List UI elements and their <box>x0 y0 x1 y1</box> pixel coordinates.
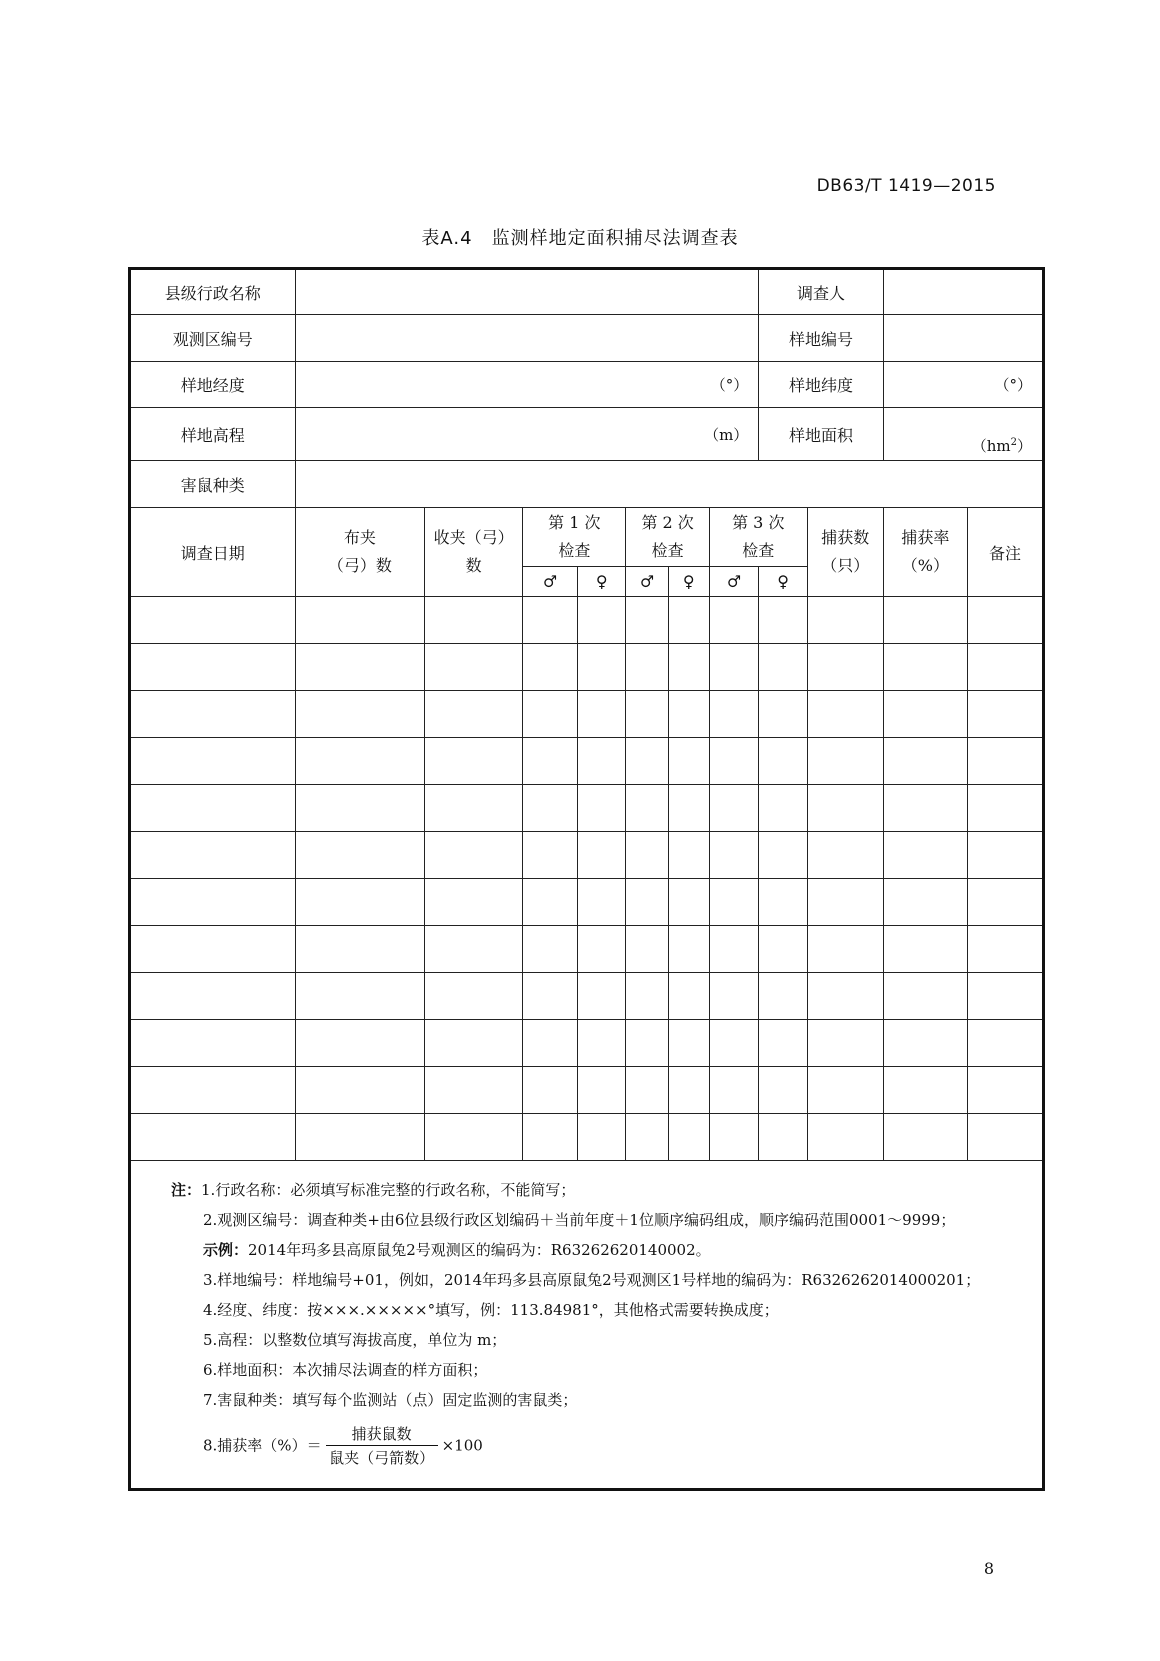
field-area[interactable] <box>883 408 1043 461</box>
note-5: 5.高程：以整数位填写海拔高度，单位为 m； <box>203 1331 507 1349</box>
table-cell[interactable] <box>668 926 709 973</box>
table-cell[interactable] <box>668 973 709 1020</box>
table-cell[interactable] <box>668 1114 709 1161</box>
note-8-formula: 8.捕获率（%）＝ $\frac{\text{捕获鼠数}}{\text{鼠夹（弓箭数）}}$ ×100 <box>171 1423 1042 1470</box>
table-cell[interactable] <box>709 926 759 973</box>
male-icon: ♂ <box>523 567 578 597</box>
table-cell[interactable] <box>807 644 883 691</box>
notes-row <box>130 1161 1044 1490</box>
table-cell[interactable] <box>807 691 883 738</box>
table-cell[interactable] <box>425 644 523 691</box>
col-check-1: 第 1 次 检查 <box>523 508 626 567</box>
table-cell[interactable] <box>759 597 807 644</box>
table-cell[interactable] <box>968 785 1044 832</box>
field-elevation[interactable] <box>295 408 759 461</box>
table-cell[interactable] <box>295 879 425 926</box>
table-cell[interactable] <box>295 738 425 785</box>
survey-table <box>128 267 1045 1491</box>
info-row <box>130 362 1044 408</box>
table-cell[interactable] <box>883 785 967 832</box>
table-cell[interactable] <box>523 691 578 738</box>
table-cell[interactable] <box>968 1114 1044 1161</box>
table-cell[interactable] <box>709 1114 759 1161</box>
col-catch-count: 捕获数 （只） <box>807 508 883 597</box>
table-cell[interactable] <box>668 832 709 879</box>
note-3: 3.样地编号：样地编号+01，例如，2014年玛多县高原鼠兔2号观测区1号样地的编码为：R6326262014000201； <box>203 1271 981 1289</box>
table-cell[interactable] <box>759 644 807 691</box>
table-cell[interactable] <box>425 832 523 879</box>
table-cell[interactable] <box>295 1114 425 1161</box>
table-cell[interactable] <box>578 973 626 1020</box>
table-cell[interactable] <box>130 738 296 785</box>
table-cell[interactable] <box>523 1114 578 1161</box>
table-cell[interactable] <box>425 879 523 926</box>
table-cell[interactable] <box>709 1067 759 1114</box>
table-cell[interactable] <box>130 597 296 644</box>
table-cell[interactable] <box>425 691 523 738</box>
female-icon: ♀ <box>668 567 709 597</box>
note-example: 示例：2014年玛多县高原鼠兔2号观测区的编码为：R63262620140002。 <box>203 1241 711 1259</box>
table-cell[interactable] <box>523 1020 578 1067</box>
degree-unit: （°） <box>994 376 1032 394</box>
table-cell[interactable] <box>523 738 578 785</box>
field-plot-no[interactable] <box>883 315 1043 362</box>
table-cell[interactable] <box>523 1067 578 1114</box>
table-cell[interactable] <box>523 879 578 926</box>
table-cell[interactable] <box>295 1020 425 1067</box>
note-6: 6.样地面积：本次捕尽法调查的样方面积； <box>203 1361 488 1379</box>
table-cell[interactable] <box>968 644 1044 691</box>
table-cell[interactable] <box>626 785 668 832</box>
table-cell[interactable] <box>578 785 626 832</box>
table-cell[interactable] <box>883 1114 967 1161</box>
male-icon: ♂ <box>709 567 759 597</box>
label-county: 县级行政名称 <box>130 269 296 315</box>
table-cell[interactable] <box>709 1020 759 1067</box>
col-check-2: 第 2 次 检查 <box>626 508 709 567</box>
table-cell[interactable] <box>295 785 425 832</box>
col-catch-rate: 捕获率 （%） <box>883 508 967 597</box>
table-cell[interactable] <box>578 1114 626 1161</box>
info-row <box>130 269 1044 315</box>
table-cell[interactable] <box>668 691 709 738</box>
table-cell[interactable] <box>883 691 967 738</box>
label-elevation: 样地高程 <box>130 408 296 461</box>
table-cell[interactable] <box>578 738 626 785</box>
table-cell[interactable] <box>578 926 626 973</box>
table-cell[interactable] <box>759 973 807 1020</box>
table-cell[interactable] <box>578 832 626 879</box>
table-cell[interactable] <box>626 973 668 1020</box>
table-cell[interactable] <box>807 597 883 644</box>
meter-unit: （m） <box>704 425 749 444</box>
field-longitude[interactable] <box>295 362 759 408</box>
col-remarks: 备注 <box>968 508 1044 597</box>
table-cell[interactable] <box>668 597 709 644</box>
table-cell[interactable] <box>626 879 668 926</box>
table-cell[interactable] <box>425 1020 523 1067</box>
table-cell[interactable] <box>523 832 578 879</box>
table-cell[interactable] <box>626 691 668 738</box>
table-cell[interactable] <box>578 879 626 926</box>
female-icon: ♀ <box>578 567 626 597</box>
header-row <box>130 508 1044 567</box>
table-cell[interactable] <box>295 973 425 1020</box>
table-cell[interactable] <box>668 644 709 691</box>
table-cell[interactable] <box>425 926 523 973</box>
table-cell[interactable] <box>759 785 807 832</box>
table-cell[interactable] <box>709 785 759 832</box>
table-cell[interactable] <box>709 738 759 785</box>
note-1: 注：1.行政名称：必须填写标准完整的行政名称，不能简写； <box>171 1181 576 1199</box>
hm-unit: $(hm^2)$ <box>971 437 1032 455</box>
label-plot-no: 样地编号 <box>759 315 883 362</box>
table-cell[interactable] <box>425 738 523 785</box>
table-cell[interactable] <box>807 738 883 785</box>
table-cell[interactable] <box>130 832 296 879</box>
table-row <box>130 785 1044 832</box>
table-cell[interactable] <box>883 879 967 926</box>
table-row <box>130 926 1044 973</box>
field-species[interactable] <box>295 461 1044 508</box>
table-cell[interactable] <box>130 644 296 691</box>
table-cell[interactable] <box>668 785 709 832</box>
table-row <box>130 832 1044 879</box>
table-row <box>130 1020 1044 1067</box>
label-investigator: 调查人 <box>759 269 883 315</box>
male-icon: ♂ <box>626 567 668 597</box>
table-cell[interactable] <box>523 785 578 832</box>
table-cell[interactable] <box>709 691 759 738</box>
table-row <box>130 738 1044 785</box>
field-county[interactable] <box>295 269 759 315</box>
table-cell[interactable] <box>130 879 296 926</box>
table-cell[interactable] <box>295 832 425 879</box>
table-cell[interactable] <box>968 832 1044 879</box>
table-cell[interactable] <box>626 1114 668 1161</box>
table-title: 表A.4 监测样地定面积捕尽法调查表 <box>421 228 739 249</box>
table-cell[interactable] <box>807 1114 883 1161</box>
table-cell[interactable] <box>759 691 807 738</box>
table-cell[interactable] <box>578 691 626 738</box>
table-cell[interactable] <box>709 879 759 926</box>
table-cell[interactable] <box>130 785 296 832</box>
table-cell[interactable] <box>968 691 1044 738</box>
table-cell[interactable] <box>425 1114 523 1161</box>
table-cell[interactable] <box>425 1067 523 1114</box>
standard-code: DB63/T 1419—2015 <box>816 176 996 196</box>
table-row <box>130 597 1044 644</box>
table-cell[interactable] <box>968 879 1044 926</box>
table-cell[interactable] <box>883 832 967 879</box>
label-latitude: 样地纬度 <box>759 362 883 408</box>
table-cell[interactable] <box>668 879 709 926</box>
note-4: 4.经度、纬度：按×××.×××××°填写，例：113.84981°，其他格式需要转换成度； <box>203 1301 779 1319</box>
table-cell[interactable] <box>709 644 759 691</box>
info-row <box>130 408 1044 461</box>
field-investigator[interactable] <box>883 269 1043 315</box>
table-cell[interactable] <box>807 926 883 973</box>
table-cell[interactable] <box>523 973 578 1020</box>
table-cell[interactable] <box>709 973 759 1020</box>
label-monitor-area: 观测区编号 <box>130 315 296 362</box>
data-rows <box>130 597 1044 1161</box>
field-monitor-area[interactable] <box>295 315 759 362</box>
table-cell[interactable] <box>807 1020 883 1067</box>
table-cell[interactable] <box>130 1067 296 1114</box>
formula-fraction: $\frac{\text{捕获鼠数}}{\text{鼠夹（弓箭数）}}$ <box>326 1423 438 1470</box>
female-icon: ♀ <box>759 567 807 597</box>
table-cell[interactable] <box>709 597 759 644</box>
table-cell[interactable] <box>523 926 578 973</box>
table-cell[interactable] <box>130 926 296 973</box>
table-cell[interactable] <box>883 597 967 644</box>
table-row <box>130 1114 1044 1161</box>
table-cell[interactable] <box>578 1020 626 1067</box>
table-cell[interactable] <box>883 973 967 1020</box>
table-cell[interactable] <box>968 973 1044 1020</box>
table-cell[interactable] <box>807 1067 883 1114</box>
table-cell[interactable] <box>295 644 425 691</box>
table-cell[interactable] <box>523 597 578 644</box>
label-area: 样地面积 <box>759 408 883 461</box>
table-cell[interactable] <box>883 1020 967 1067</box>
table-cell[interactable] <box>759 1020 807 1067</box>
note-2: 2.观测区编号：调查种类+由6位县级行政区划编码＋当前年度＋1位顺序编码组成，顺序编码范围0001～9999； <box>203 1211 956 1229</box>
table-cell[interactable] <box>709 832 759 879</box>
note-7: 7.害鼠种类：填写每个监测站（点）固定监测的害鼠类； <box>203 1391 578 1409</box>
table-cell[interactable] <box>626 1020 668 1067</box>
table-cell[interactable] <box>295 1067 425 1114</box>
table-cell[interactable] <box>295 597 425 644</box>
table-row <box>130 1067 1044 1114</box>
table-cell[interactable] <box>130 691 296 738</box>
table-row <box>130 644 1044 691</box>
table-cell[interactable] <box>759 1114 807 1161</box>
table-cell[interactable] <box>626 832 668 879</box>
table-cell[interactable] <box>883 738 967 785</box>
table-cell[interactable] <box>968 926 1044 973</box>
info-row <box>130 461 1044 508</box>
table-cell[interactable] <box>425 973 523 1020</box>
table-cell[interactable] <box>807 973 883 1020</box>
table-cell[interactable] <box>759 1067 807 1114</box>
table-cell[interactable] <box>883 926 967 973</box>
table-cell[interactable] <box>668 738 709 785</box>
table-cell[interactable] <box>968 597 1044 644</box>
table-cell[interactable] <box>295 926 425 973</box>
degree-unit: （°） <box>710 376 749 394</box>
table-cell[interactable] <box>578 644 626 691</box>
table-cell[interactable] <box>523 644 578 691</box>
table-cell[interactable] <box>626 644 668 691</box>
table-cell[interactable] <box>626 738 668 785</box>
label-longitude: 样地经度 <box>130 362 296 408</box>
label-species: 害鼠种类 <box>130 461 296 508</box>
col-collect-traps: 收夹（弓） 数 <box>425 508 523 597</box>
table-cell[interactable] <box>759 738 807 785</box>
table-cell[interactable] <box>668 1020 709 1067</box>
col-check-3: 第 3 次 检查 <box>709 508 807 567</box>
col-survey-date: 调查日期 <box>130 508 296 597</box>
table-row <box>130 691 1044 738</box>
table-cell[interactable] <box>759 879 807 926</box>
table-cell[interactable] <box>807 879 883 926</box>
table-cell[interactable] <box>626 597 668 644</box>
table-cell[interactable] <box>130 1114 296 1161</box>
table-row <box>130 879 1044 926</box>
table-cell[interactable] <box>626 1067 668 1114</box>
table-cell[interactable] <box>968 1020 1044 1067</box>
table-cell[interactable] <box>295 691 425 738</box>
table-cell[interactable] <box>759 832 807 879</box>
col-set-traps: 布夹 （弓）数 <box>295 508 425 597</box>
info-row <box>130 315 1044 362</box>
table-cell[interactable] <box>807 785 883 832</box>
page-number: 8 <box>983 1559 994 1578</box>
table-cell[interactable] <box>759 926 807 973</box>
table-cell[interactable] <box>130 973 296 1020</box>
table-cell[interactable] <box>883 644 967 691</box>
table-cell[interactable] <box>968 1067 1044 1114</box>
table-cell[interactable] <box>883 1067 967 1114</box>
table-cell[interactable] <box>425 785 523 832</box>
table-cell[interactable] <box>578 1067 626 1114</box>
notes-cell <box>130 1161 1044 1490</box>
table-cell[interactable] <box>578 597 626 644</box>
field-latitude[interactable] <box>883 362 1043 408</box>
table-cell[interactable] <box>130 1020 296 1067</box>
table-row <box>130 973 1044 1020</box>
table-cell[interactable] <box>968 738 1044 785</box>
survey-form <box>128 267 1045 1491</box>
table-cell[interactable] <box>626 926 668 973</box>
table-cell[interactable] <box>807 832 883 879</box>
table-cell[interactable] <box>668 1067 709 1114</box>
table-cell[interactable] <box>425 597 523 644</box>
